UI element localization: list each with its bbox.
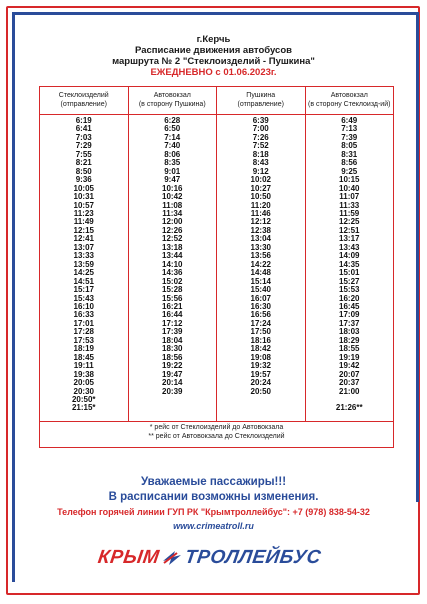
departure-time: 20:05 bbox=[73, 378, 94, 388]
departure-time: 8:43 bbox=[252, 158, 269, 168]
departure-time: 10:50 bbox=[250, 192, 271, 202]
departure-time: 11:07 bbox=[339, 192, 360, 202]
departure-time: 11:33 bbox=[339, 200, 360, 210]
departure-time: 6:50 bbox=[164, 124, 181, 134]
time-list bbox=[162, 115, 182, 396]
departure-time: 14:22 bbox=[250, 259, 271, 269]
departure-time: 20:37 bbox=[339, 378, 360, 388]
krymtrolleybus-logo bbox=[98, 545, 338, 571]
departure-time: 14:09 bbox=[339, 251, 360, 261]
timetable-notes bbox=[40, 421, 393, 448]
departure-time: 8:50 bbox=[75, 166, 92, 176]
schedule-header bbox=[0, 34, 427, 78]
column-header bbox=[306, 87, 394, 115]
departure-time: 12:25 bbox=[339, 217, 360, 227]
departure-time: 16:20 bbox=[339, 293, 360, 303]
departure-time: 12:52 bbox=[162, 234, 183, 244]
departure-time: 8:35 bbox=[164, 158, 181, 168]
departure-time: 10:15 bbox=[339, 175, 360, 185]
column-header-direction: (отправление) bbox=[237, 100, 284, 108]
departure-time: 19:38 bbox=[73, 369, 94, 379]
departure-time: 16:33 bbox=[73, 310, 94, 320]
departure-time: 20:50* bbox=[71, 394, 96, 404]
notice-greeting: Уважаемые пассажиры!!! bbox=[140, 476, 287, 488]
departure-time: 10:27 bbox=[250, 183, 271, 193]
departure-time: 21:26** bbox=[335, 403, 363, 413]
column-avtovokzal-to-pushkina bbox=[129, 87, 218, 421]
departure-time: 9:47 bbox=[164, 175, 181, 185]
departure-time: 10:40 bbox=[339, 183, 360, 193]
departure-time: 13:17 bbox=[339, 234, 360, 244]
departure-time: 10:57 bbox=[73, 200, 94, 210]
departure-time: 7:26 bbox=[252, 132, 269, 142]
departure-time: 17:24 bbox=[250, 318, 271, 328]
departure-time: 20:50 bbox=[250, 386, 271, 396]
departure-time: 10:42 bbox=[162, 192, 183, 202]
departure-time: 17:28 bbox=[73, 327, 94, 337]
departure-time: 7:00 bbox=[252, 124, 269, 134]
departure-time: 20:07 bbox=[339, 369, 360, 379]
departure-time: 15:27 bbox=[339, 276, 360, 286]
departure-time: 6:41 bbox=[75, 124, 92, 134]
schedule-title: Расписание движения автобусов bbox=[135, 45, 292, 56]
departure-time: 7:39 bbox=[341, 132, 358, 142]
departure-time: 16:21 bbox=[162, 301, 183, 311]
departure-time: 18:56 bbox=[162, 352, 183, 362]
logo-text-trolleybus: ТРОЛЛЕЙБУС bbox=[183, 547, 323, 568]
departure-time: 12:51 bbox=[339, 225, 360, 235]
departure-time: 15:53 bbox=[339, 285, 360, 295]
column-steklo-departure bbox=[40, 87, 129, 421]
departure-time: 8:05 bbox=[341, 141, 358, 151]
departure-time: 8:18 bbox=[252, 149, 269, 159]
departure-time: 19:47 bbox=[162, 369, 183, 379]
departure-time: 14:48 bbox=[250, 268, 271, 278]
logo-text-krym: КРЫМ bbox=[96, 547, 161, 568]
departure-time: 13:43 bbox=[339, 242, 360, 252]
departure-time: 8:06 bbox=[164, 149, 181, 159]
departure-time: 14:51 bbox=[73, 276, 94, 286]
departure-time: 7:29 bbox=[75, 141, 92, 151]
departure-time: 20:39 bbox=[162, 386, 183, 396]
departure-time: 17:12 bbox=[162, 318, 183, 328]
departure-time: 11:59 bbox=[339, 208, 360, 218]
departure-time: 18:04 bbox=[162, 335, 183, 345]
departure-time: 11:46 bbox=[250, 208, 271, 218]
departure-time: 6:28 bbox=[164, 116, 181, 125]
validity-date: ЕЖЕДНЕВНО с 01.06.2023г. bbox=[150, 67, 277, 78]
column-header-direction: (отправление) bbox=[60, 100, 107, 108]
hotline-phone: Телефон горячей линии ГУП РК "Крымтроллейбус": +7 (978) 838-54-32 bbox=[57, 507, 370, 517]
departure-time: 6:19 bbox=[75, 116, 92, 125]
departure-time: 15:28 bbox=[162, 285, 183, 295]
departure-time: 9:25 bbox=[341, 166, 358, 176]
page-frame-blue-top bbox=[12, 12, 416, 15]
departure-time: 18:29 bbox=[339, 335, 360, 345]
route-name: маршрута № 2 "Стеклоизделий - Пушкина" bbox=[112, 56, 315, 67]
departure-time: 13:56 bbox=[250, 251, 271, 261]
departure-time: 17:37 bbox=[339, 318, 360, 328]
departure-time: 19:19 bbox=[339, 352, 360, 362]
departure-time: 13:33 bbox=[73, 251, 94, 261]
page-frame-blue-right bbox=[416, 12, 419, 502]
departure-time: 9:01 bbox=[164, 166, 181, 176]
departure-time: 7:13 bbox=[341, 124, 358, 134]
departure-time: 7:52 bbox=[252, 141, 269, 151]
departure-time: 16:10 bbox=[73, 301, 94, 311]
departure-time: 13:59 bbox=[73, 259, 94, 269]
departure-time: 16:44 bbox=[162, 310, 183, 320]
departure-time: 18:55 bbox=[339, 344, 360, 354]
note-double-asterisk: ** рейс от Автовокзала до Стеклоизделий bbox=[148, 432, 285, 440]
departure-time: 11:23 bbox=[73, 208, 94, 218]
departure-time: 19:08 bbox=[250, 352, 271, 362]
departure-time: 15:01 bbox=[339, 268, 360, 278]
departure-time: 15:56 bbox=[162, 293, 183, 303]
departure-time: 17:50 bbox=[250, 327, 271, 337]
timetable bbox=[39, 86, 394, 448]
departure-time: 16:30 bbox=[250, 301, 271, 311]
departure-time: 11:34 bbox=[162, 208, 183, 218]
departure-time: 12:38 bbox=[250, 225, 271, 235]
departure-time: 16:56 bbox=[250, 310, 271, 320]
time-list bbox=[336, 115, 363, 413]
departure-time: 18:16 bbox=[250, 335, 271, 345]
departure-time: 10:16 bbox=[162, 183, 183, 193]
notice-changes: В расписании возможны изменения. bbox=[108, 491, 319, 503]
departure-time: 14:25 bbox=[73, 268, 94, 278]
note-single-asterisk: * рейс от Стеклоизделий до Автовокзала bbox=[149, 424, 284, 431]
departure-time: 7:40 bbox=[164, 141, 181, 151]
departure-time: 21:00 bbox=[339, 386, 360, 396]
departure-time: 7:14 bbox=[164, 132, 181, 142]
departure-time: 12:15 bbox=[73, 225, 94, 235]
departure-time: 11:49 bbox=[73, 217, 94, 227]
departure-time: 16:45 bbox=[339, 301, 360, 311]
departure-time: 8:56 bbox=[341, 158, 358, 168]
departure-time: 18:42 bbox=[250, 344, 271, 354]
departure-time: 15:14 bbox=[250, 276, 271, 286]
departure-time: 17:53 bbox=[73, 335, 94, 345]
departure-time: 12:00 bbox=[162, 217, 183, 227]
timetable-columns bbox=[40, 87, 393, 421]
departure-time: 19:42 bbox=[339, 361, 360, 371]
departure-time: 9:36 bbox=[75, 175, 92, 185]
departure-time: 20:24 bbox=[250, 378, 271, 388]
departure-time: 17:09 bbox=[339, 310, 360, 320]
departure-time: 20:30 bbox=[73, 386, 94, 396]
departure-time: 19:32 bbox=[250, 361, 271, 371]
departure-time: 10:31 bbox=[73, 192, 94, 202]
departure-time: 15:17 bbox=[73, 285, 94, 295]
departure-time: 12:41 bbox=[73, 234, 94, 244]
website-link[interactable]: www.crimeatroll.ru bbox=[173, 521, 254, 531]
trolleybus-arrow-icon bbox=[161, 547, 183, 569]
departure-time: 18:03 bbox=[339, 327, 360, 337]
column-header bbox=[40, 87, 128, 115]
departure-time: 18:45 bbox=[73, 352, 94, 362]
departure-time: 13:44 bbox=[162, 251, 183, 261]
departure-time: 13:30 bbox=[250, 242, 271, 252]
departure-time: 13:07 bbox=[73, 242, 94, 252]
departure-time: 11:20 bbox=[250, 200, 271, 210]
departure-time: 12:26 bbox=[162, 225, 183, 235]
column-header-stop: Пушкина bbox=[246, 92, 276, 99]
departure-time: 18:19 bbox=[73, 344, 94, 354]
departure-time: 21:15* bbox=[71, 403, 96, 413]
departure-time: 6:49 bbox=[341, 116, 358, 125]
departure-time: 15:43 bbox=[73, 293, 94, 303]
column-header-direction: (в сторону Стеклоизд-ий) bbox=[308, 100, 391, 108]
departure-time: 7:03 bbox=[75, 132, 92, 142]
column-header-stop: Автовокзал bbox=[153, 92, 191, 99]
departure-time: 9:12 bbox=[252, 166, 269, 176]
column-header bbox=[129, 87, 217, 115]
departure-time: 14:36 bbox=[162, 268, 183, 278]
departure-time: 19:11 bbox=[73, 361, 94, 371]
departure-time: 8:31 bbox=[341, 149, 358, 159]
departure-time: 19:22 bbox=[162, 361, 183, 371]
departure-time: 10:02 bbox=[250, 175, 271, 185]
departure-time: 7:55 bbox=[75, 149, 92, 159]
departure-time: 12:12 bbox=[250, 217, 271, 227]
departure-time: 8:21 bbox=[75, 158, 92, 168]
column-header-direction: (в сторону Пушкина) bbox=[138, 100, 206, 108]
column-header-stop: Автовокзал bbox=[330, 92, 368, 99]
column-header-stop: Стеклоизделий bbox=[58, 92, 109, 99]
departure-time: 6:39 bbox=[252, 116, 269, 125]
departure-time: 14:35 bbox=[339, 259, 360, 269]
departure-time: 16:07 bbox=[250, 293, 271, 303]
column-header bbox=[217, 87, 305, 115]
column-pushkina-departure bbox=[217, 87, 306, 421]
departure-time: 15:40 bbox=[250, 285, 271, 295]
departure-time: 18:30 bbox=[162, 344, 183, 354]
departure-time: 17:01 bbox=[73, 318, 94, 328]
departure-time: 19:57 bbox=[250, 369, 271, 379]
time-list bbox=[251, 115, 271, 396]
column-avtovokzal-to-steklo bbox=[306, 87, 394, 421]
departure-time: 15:02 bbox=[162, 276, 183, 286]
city-name: г.Керчь bbox=[196, 34, 231, 45]
departure-time: 11:08 bbox=[162, 200, 183, 210]
departure-time: 17:39 bbox=[162, 327, 183, 337]
departure-time: 14:10 bbox=[162, 259, 183, 269]
departure-time: 10:05 bbox=[73, 183, 94, 193]
departure-time: 13:18 bbox=[162, 242, 183, 252]
departure-time: 13:04 bbox=[250, 234, 271, 244]
time-list bbox=[72, 115, 96, 413]
departure-time: 20:14 bbox=[162, 378, 183, 388]
